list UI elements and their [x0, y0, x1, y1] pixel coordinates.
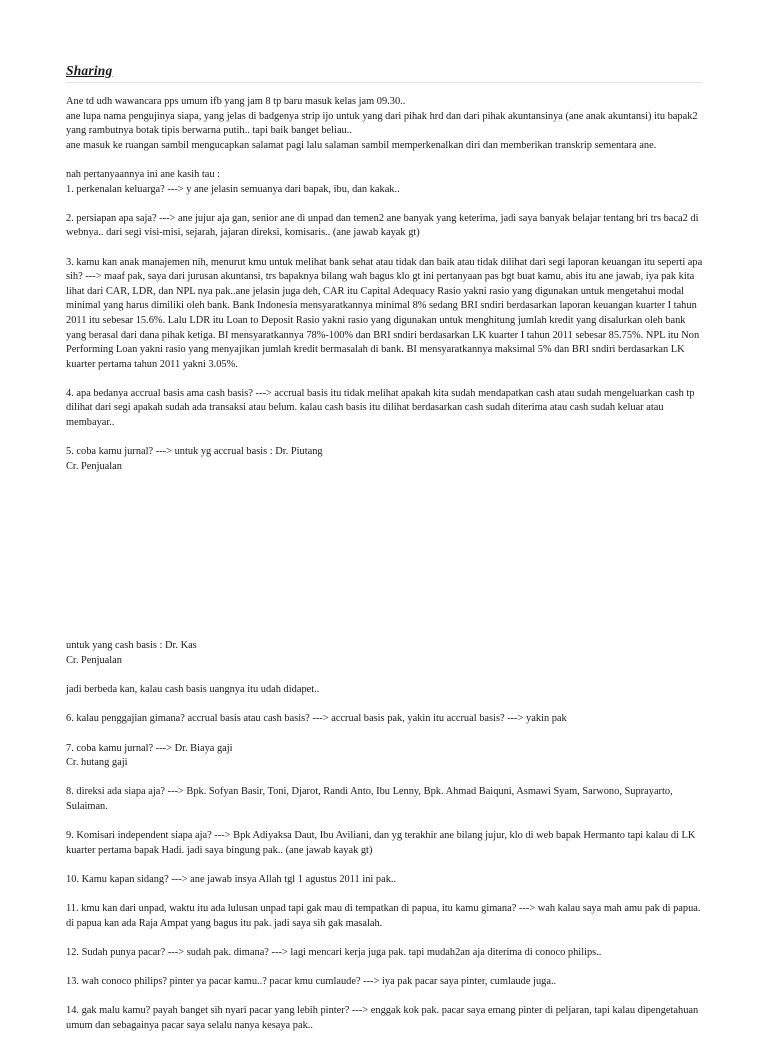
- paragraph-q7: 7. coba kamu jurnal? ---> Dr. Biaya gaji Cr. hutang gaji: [66, 742, 233, 769]
- document-title: Sharing: [66, 63, 113, 78]
- paragraph-q1: nah pertanyaannya ini ane kasih tau : 1. perkenalan keluarga? ---> y ane jelasin semuanya dari bapak, ibu, dan kakak..: [66, 168, 400, 195]
- document-body: [66, 95, 706, 1048]
- paragraph-conclusion: jadi berbeda kan, kalau cash basis uangnya itu udah didapet..: [66, 684, 320, 696]
- paragraph-q9: 9. Komisari independent siapa aja? ---> Bpk Adiyaksa Daut, Ibu Aviliani, dan yg terakhir ane bilang jujur, klo di web bapak Hermanto tapi kalau di LK kuarter pertama bapak Hadi. jadi saya bingung pak.. (ane jawab kayak gt): [66, 830, 696, 856]
- paragraph-q6: 6. kalau penggajian gimana? accrual basis atau cash basis? ---> accrual basis pak, yakin itu accrual basis? ---> yakin pak: [66, 713, 567, 725]
- paragraph-q2: 2. persiapan apa saja? ---> ane jujur aja gan, senior ane di unpad dan temen2 ane banyak yang keterima, jadi saya banyak belajar tentang bri trs baca2 di webnya.. dari segi visi-misi, sejarah, jajaran direksi, komisaris.. (ane jawab kayak gt): [66, 212, 699, 239]
- paragraph-intro: Ane td udh wawancara pps umum ifb yang jam 8 tp baru masuk kelas jam 09.30.. ane lupa nama pengujinya siapa, yang jelas di badgenya strip ijo untuk yang dari pihak hrd dan dari pihak akuntansinya (ane anak akuntansi) itu bapak2 yang rambutnya botak tipis berwarna putih.. tapi baik banget beliau.. ane masuk ke ruangan sambil mengucapkan salamat pagi lalu salaman sambil memperkenalkan diri dan memberikan transkrip sementara ane.: [66, 96, 698, 151]
- paragraph-q4: 4. apa bedanya accrual basis ama cash basis? ---> accrual basis itu tidak melihat apakah kita sudah mendapatkan cash atau sudah mengeluarkan cash tp dilihat dari segi apakah sudah ada transaksi atau belum. kalau cash basis itu dilihat berdasarkan cash sudah diterima atau cash sudah keluar atau membayar..: [66, 387, 695, 429]
- blank-space: [66, 474, 706, 639]
- paragraph-q14: 14. gak malu kamu? payah banget sih nyari pacar yang lebih pinter? ---> enggak kok pak. pacar saya emang pinter di peljaran, tapi kalau dipengetahuan umum dan sebagainya pacar saya selalu nanya kesaya pak..: [66, 1005, 699, 1031]
- paragraph-q5: 5. coba kamu jurnal? ---> untuk yg accrual basis : Dr. Piutang Cr. Penjualan: [66, 446, 323, 472]
- paragraph-q11: 11. kmu kan dari unpad, waktu itu ada lulusan unpad tapi gak mau di tempatkan di papua, itu kamu gimana? ---> wah kalau saya mah amu pak di papua. di papua kan ada Raja Ampat yang bagus itu pak. jadi saya sih gak masalah.: [66, 903, 701, 929]
- paragraph-q12: 12. Sudah punya pacar? ---> sudah pak. dimana? ---> lagi mencari kerja juga pak. tapi mudah2an aja diterima di conoco philips..: [66, 946, 602, 958]
- paragraph-q13: 13. wah conoco philips? pinter ya pacar kamu..? pacar kmu cumlaude? ---> iya pak pacar saya pinter, cumlaude juga..: [66, 976, 557, 988]
- paragraph-q8: 8. direksi ada siapa aja? ---> Bpk. Sofyan Basir, Toni, Djarot, Randi Anto, Ibu Lenny, Bpk. Ahmad Baiquni, Asmawi Syam, Sarwono, Suprayarto, Sulaiman.: [66, 786, 673, 812]
- paragraph-cash-basis: untuk yang cash basis : Dr. Kas Cr. Penjualan: [66, 640, 197, 667]
- paragraph-q10: 10. Kamu kapan sidang? ---> ane jawab insya Allah tgl 1 agustus 2011 ini pak..: [66, 873, 397, 885]
- title-divider: [66, 82, 702, 83]
- paragraph-q3: 3. kamu kan anak manajemen nih, menurut kmu untuk melihat bank sehat atau tidak dan baik atau tidak dilihat dari segi laporan keuangan itu seperti apa sih? ---> maaf pak, saya dari jurusan akuntansi, trs bapaknya bilang wah bagus klo gt ini pertanyaan pas bgt buat kamu, abis itu ane jawab, iya pak kita lihat dari CAR, LDR, dan NPL nya pak..ane jelasin juga deh, CAR itu Capital Adequacy Rasio yakni rasio yang digunakan untuk mengetahui modal minimal yang harus dimiliki oleh bank. Bank Indonesia mensyaratkannya minimal 8% sedang BRI sndiri berdasarkan laporan keuangan kuarter I tahun 2011 itu sebesar 15.6%. Lalu LDR itu Loan to Deposit Rasio yakni rasio yang digunakan untuk menghitung jumlah kredit yang disalurkan oleh bank yang berasal dari dana pihak ketiga. BI mensyaratkannya 78%-100% dan BRI sndiri berdasarkan LK kuarter I tahun 2011 sebesar 85.75%. NPL itu Non Performing Loan yakni rasio yang menyajikan jumlah kredit bermasalah di bank. BI mensyaratkannya maksimal 5% dan BRI sndiri berdasarkan LK kuarter pertama tahun 2011 yakni 3.05%.: [66, 256, 703, 370]
